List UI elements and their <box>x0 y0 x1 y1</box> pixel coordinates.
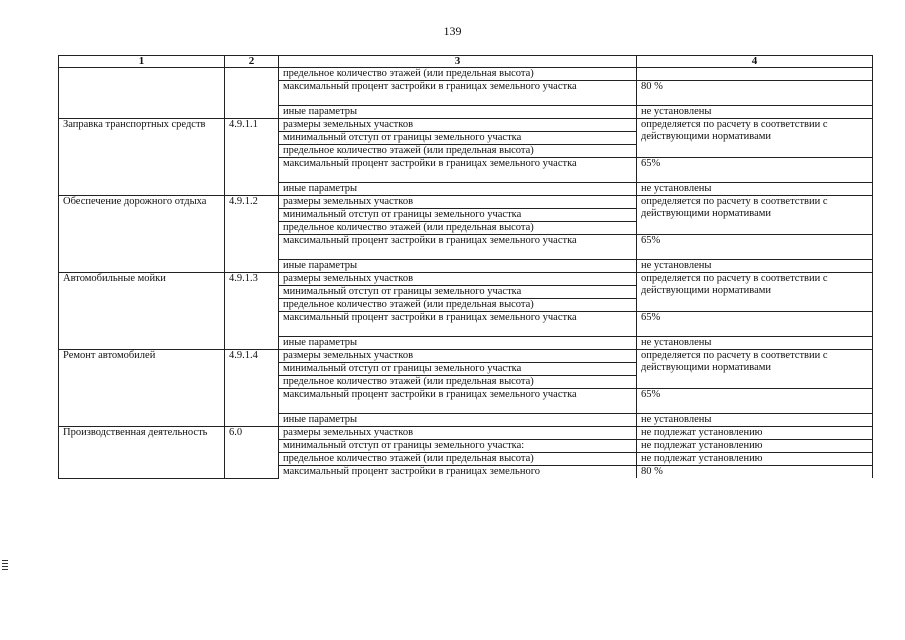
value-cell: не установлены <box>637 337 873 350</box>
value-cell: не подлежат установлению <box>637 453 873 466</box>
value-cell: не установлены <box>637 414 873 427</box>
value-cell: не подлежат установлению <box>637 427 873 440</box>
table-row <box>59 427 873 440</box>
value-cell: не установлены <box>637 260 873 273</box>
use-name-cell: Обеспечение дорожного отдыха <box>59 196 225 273</box>
param-cell: предельное количество этажей (или предельная высота) <box>279 376 637 389</box>
param-cell: иные параметры <box>279 183 637 196</box>
param-cell: размеры земельных участков <box>279 273 637 286</box>
param-cell: предельное количество этажей (или предельная высота) <box>279 145 637 158</box>
table-header-row <box>59 56 873 68</box>
use-code-cell: 4.9.1.4 <box>225 350 279 427</box>
param-cell: размеры земельных участков <box>279 350 637 363</box>
column-header: 1 <box>59 56 225 68</box>
param-cell: размеры земельных участков <box>279 196 637 209</box>
use-code-cell: 4.9.1.2 <box>225 196 279 273</box>
value-cell: 65% <box>637 312 873 337</box>
use-name-cell: Ремонт автомобилей <box>59 350 225 427</box>
param-cell: минимальный отступ от границы земельного участка <box>279 286 637 299</box>
page-number: 139 <box>443 24 462 38</box>
merged-value-cell: определяется по расчету в соответствии с действующими нормативами <box>637 196 873 235</box>
use-code-cell: 4.9.1.1 <box>225 119 279 196</box>
param-cell: предельное количество этажей (или предельная высота) <box>279 222 637 235</box>
value-cell: 80 % <box>637 81 873 106</box>
table-row <box>59 196 873 209</box>
use-name-cell: Производственная деятельность <box>59 427 225 479</box>
value-cell <box>637 68 873 81</box>
zoning-parameters-table <box>58 55 873 479</box>
use-code-cell <box>225 68 279 119</box>
param-cell: предельное количество этажей (или предельная высота) <box>279 299 637 312</box>
use-code-cell: 6.0 <box>225 427 279 479</box>
merged-value-cell: определяется по расчету в соответствии с действующими нормативами <box>637 350 873 389</box>
value-cell: не установлены <box>637 183 873 196</box>
param-cell: максимальный процент застройки в границах земельного <box>279 466 637 479</box>
table-row <box>59 350 873 363</box>
table-row <box>59 273 873 286</box>
value-cell: 65% <box>637 389 873 414</box>
use-code-cell: 4.9.1.3 <box>225 273 279 350</box>
merged-value-cell: определяется по расчету в соответствии с действующими нормативами <box>637 273 873 312</box>
param-cell: максимальный процент застройки в границах земельного участка <box>279 158 637 183</box>
column-header: 4 <box>637 56 873 68</box>
use-name-cell <box>59 68 225 119</box>
column-header: 3 <box>279 56 637 68</box>
column-header: 2 <box>225 56 279 68</box>
param-cell: минимальный отступ от границы земельного участка: <box>279 440 637 453</box>
table-row <box>59 68 873 81</box>
param-cell: максимальный процент застройки в границах земельного участка <box>279 389 637 414</box>
param-cell: минимальный отступ от границы земельного участка <box>279 132 637 145</box>
use-name-cell: Автомобильные мойки <box>59 273 225 350</box>
merged-value-cell: определяется по расчету в соответствии с действующими нормативами <box>637 119 873 158</box>
param-cell: иные параметры <box>279 106 637 119</box>
binding-mark <box>2 560 8 572</box>
value-cell: 65% <box>637 235 873 260</box>
param-cell: иные параметры <box>279 414 637 427</box>
param-cell: размеры земельных участков <box>279 427 637 440</box>
param-cell: максимальный процент застройки в границах земельного участка <box>279 81 637 106</box>
value-cell: не подлежат установлению <box>637 440 873 453</box>
param-cell: минимальный отступ от границы земельного участка <box>279 363 637 376</box>
param-cell: иные параметры <box>279 260 637 273</box>
param-cell: предельное количество этажей (или предельная высота) <box>279 68 637 81</box>
param-cell: размеры земельных участков <box>279 119 637 132</box>
param-cell: максимальный процент застройки в границах земельного участка <box>279 312 637 337</box>
param-cell: минимальный отступ от границы земельного участка <box>279 209 637 222</box>
value-cell: 80 % <box>637 466 873 479</box>
value-cell: не установлены <box>637 106 873 119</box>
use-name-cell: Заправка транспортных средств <box>59 119 225 196</box>
table-row <box>59 119 873 132</box>
param-cell: иные параметры <box>279 337 637 350</box>
param-cell: предельное количество этажей (или предельная высота) <box>279 453 637 466</box>
param-cell: максимальный процент застройки в границах земельного участка <box>279 235 637 260</box>
value-cell: 65% <box>637 158 873 183</box>
